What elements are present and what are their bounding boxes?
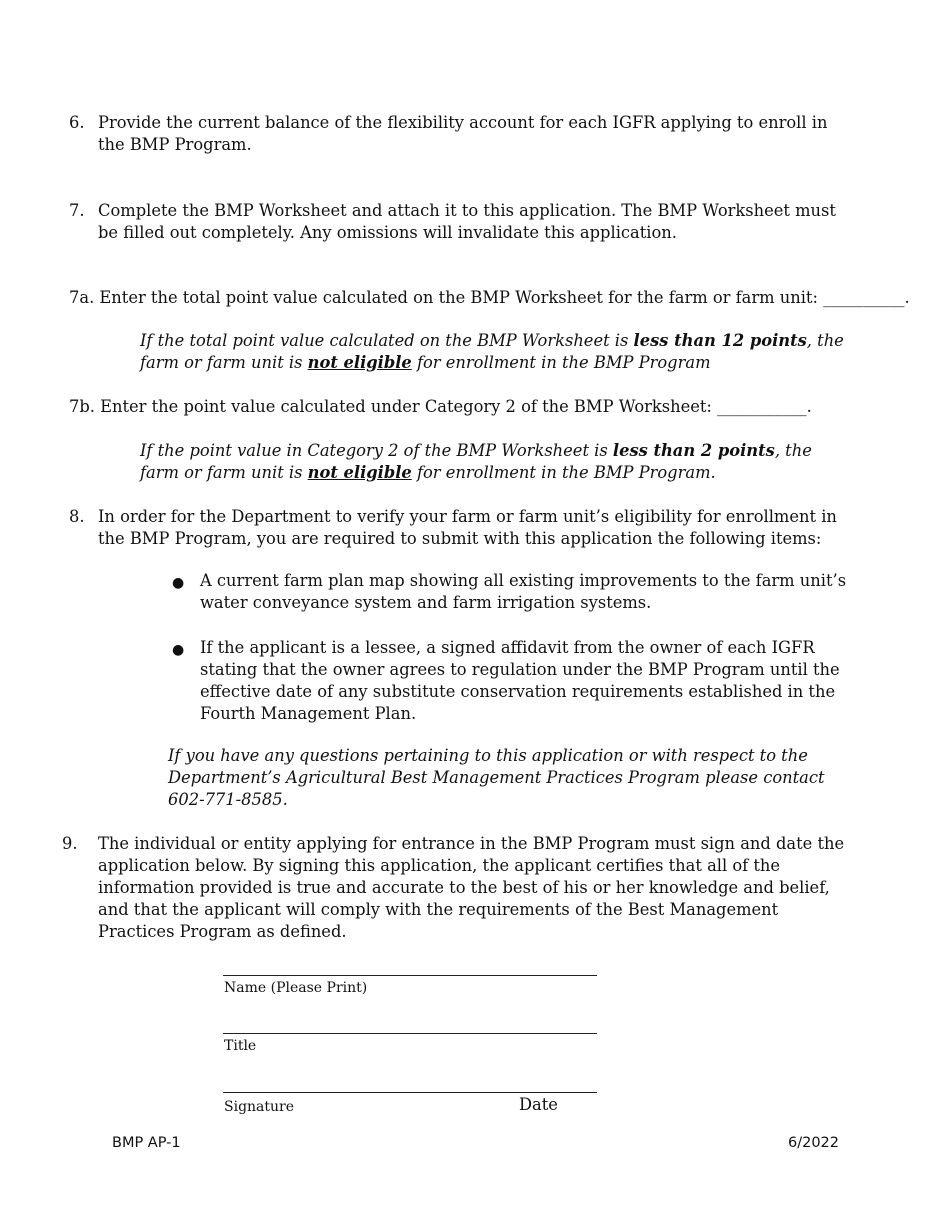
signature-label: Signature bbox=[224, 1099, 295, 1115]
bullet-marker: ● bbox=[172, 575, 185, 591]
signature-input-line[interactable] bbox=[223, 1092, 597, 1093]
item-number-7: 7. bbox=[69, 201, 85, 220]
item-7a-text: 7a. Enter the total point value calculated on the BMP Worksheet for the farm or farm unit: __________. bbox=[69, 288, 910, 307]
item-7-text: Complete the BMP Worksheet and attach it to this application. The BMP Worksheet must be filled out completely. Any omissions will invalidate this application. bbox=[98, 201, 836, 242]
contact-note: If you have any questions pertaining to this application or with respect to the Department’s Agricultural Best Management Practices Program please contact 602-771-8585. bbox=[168, 746, 825, 809]
item-number-6: 6. bbox=[69, 113, 85, 132]
name-input-line[interactable] bbox=[223, 975, 597, 976]
footer-date: 6/2022 bbox=[788, 1135, 840, 1151]
item-7a-eligibility-note: If the total point value calculated on the BMP Worksheet is less than 12 points, the farm or farm unit is not eligible for enrollment in the BMP Program bbox=[140, 331, 844, 372]
date-label: Date bbox=[519, 1095, 558, 1114]
item-8-bullet-1: A current farm plan map showing all existing improvements to the farm unit’s water conveyance system and farm irrigation systems. bbox=[200, 571, 847, 612]
item-7b-eligibility-note: If the point value in Category 2 of the BMP Worksheet is less than 2 points, the farm or farm unit is not eligible for enrollment in the BMP Program. bbox=[140, 441, 812, 482]
item-8-bullet-2: If the applicant is a lessee, a signed affidavit from the owner of each IGFR stating that the owner agrees to regulation under the BMP Program until the effective date of any substitute conservation requirements established in the Fourth Management Plan. bbox=[200, 638, 840, 723]
title-input-line[interactable] bbox=[223, 1033, 597, 1034]
name-label: Name (Please Print) bbox=[224, 980, 368, 996]
item-number-8: 8. bbox=[69, 507, 85, 526]
item-6-text: Provide the current balance of the flexibility account for each IGFR applying to enroll in the BMP Program. bbox=[98, 113, 828, 154]
footer-form-id: BMP AP-1 bbox=[112, 1135, 181, 1151]
item-8-text: In order for the Department to verify your farm or farm unit’s eligibility for enrollment in the BMP Program, you are required to submit with this application the following items: bbox=[98, 507, 837, 548]
item-9-text: The individual or entity applying for entrance in the BMP Program must sign and date the application below. By signing this application, the applicant certifies that all of the information provided is true and accurate to the best of his or her knowledge and belief, and that the applicant will comply with the requirements of the Best Management Practices Program as defined. bbox=[98, 834, 845, 941]
item-number-9: 9. bbox=[62, 834, 78, 853]
bullet-marker: ● bbox=[172, 642, 185, 658]
title-label: Title bbox=[224, 1038, 257, 1054]
item-7b-text: 7b. Enter the point value calculated under Category 2 of the BMP Worksheet: ___________. bbox=[69, 397, 812, 416]
